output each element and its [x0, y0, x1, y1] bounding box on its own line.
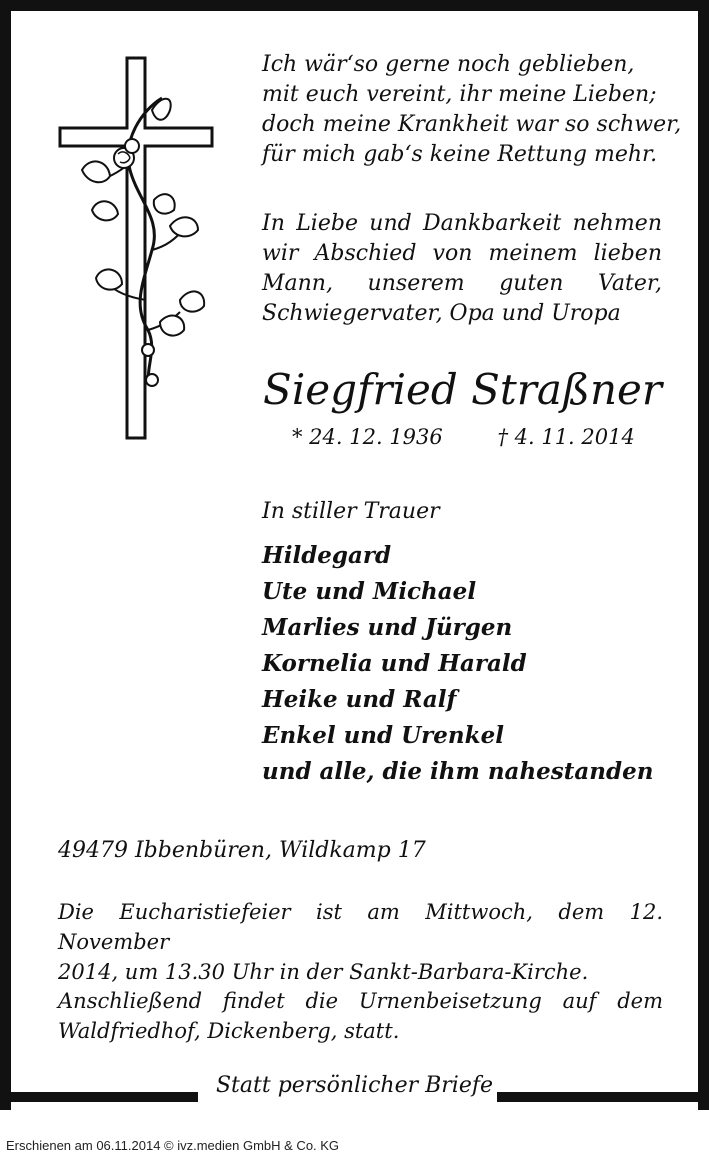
mourner: Kornelia und Harald	[262, 650, 527, 677]
publication-footer: Erschienen am 06.11.2014 © ivz.medien GmbH & Co. KG	[6, 1138, 340, 1153]
mourning-intro: In stiller Trauer	[262, 499, 440, 524]
intro-line: Mann, unserem guten Vater,	[262, 271, 662, 296]
birth-date: * 24. 12. 1936	[292, 425, 443, 449]
intro-line: In Liebe und Dankbarkeit nehmen	[262, 211, 662, 236]
service-line: Die Eucharistiefeier ist am Mittwoch, dem 12. November	[58, 900, 663, 954]
poem-line: Ich wär‘so gerne noch geblieben,	[262, 52, 635, 77]
intro-text	[262, 209, 662, 329]
poem-line: doch meine Krankheit war so schwer,	[262, 112, 682, 137]
intro-line: Schwiegervater, Opa und Uropa	[262, 301, 621, 326]
intro-line: wir Abschied von meinem lieben	[262, 241, 662, 266]
cross-with-rose-icon	[52, 50, 222, 450]
mourner: Enkel und Urenkel	[262, 722, 504, 749]
life-dates	[292, 424, 635, 450]
service-info	[58, 897, 663, 987]
mourner: Marlies und Jürgen	[262, 614, 513, 641]
poem	[262, 50, 682, 170]
mourner: Heike und Ralf	[262, 686, 457, 713]
mourner: Ute und Michael	[262, 578, 477, 605]
burial-info	[58, 986, 663, 1046]
poem-line: mit euch vereint, ihr meine Lieben;	[262, 82, 657, 107]
death-date: † 4. 11. 2014	[497, 425, 635, 449]
deceased-name: Siegfried Straßner	[263, 365, 662, 414]
closing-note: Statt persönlicher Briefe	[215, 1073, 494, 1098]
service-line: 2014, um 13.30 Uhr in der Sankt-Barbara-Kirche.	[58, 960, 589, 984]
address: 49479 Ibbenbüren, Wildkamp 17	[58, 838, 426, 863]
burial-line: Waldfriedhof, Dickenberg, statt.	[58, 1019, 400, 1043]
burial-line: Anschließend findet die Urnenbeisetzung auf dem	[58, 989, 663, 1013]
poem-line: für mich gab‘s keine Rettung mehr.	[262, 142, 658, 167]
mourners-list	[262, 538, 653, 790]
mourner: und alle, die ihm nahestanden	[262, 758, 654, 785]
mourner: Hildegard	[262, 542, 392, 569]
